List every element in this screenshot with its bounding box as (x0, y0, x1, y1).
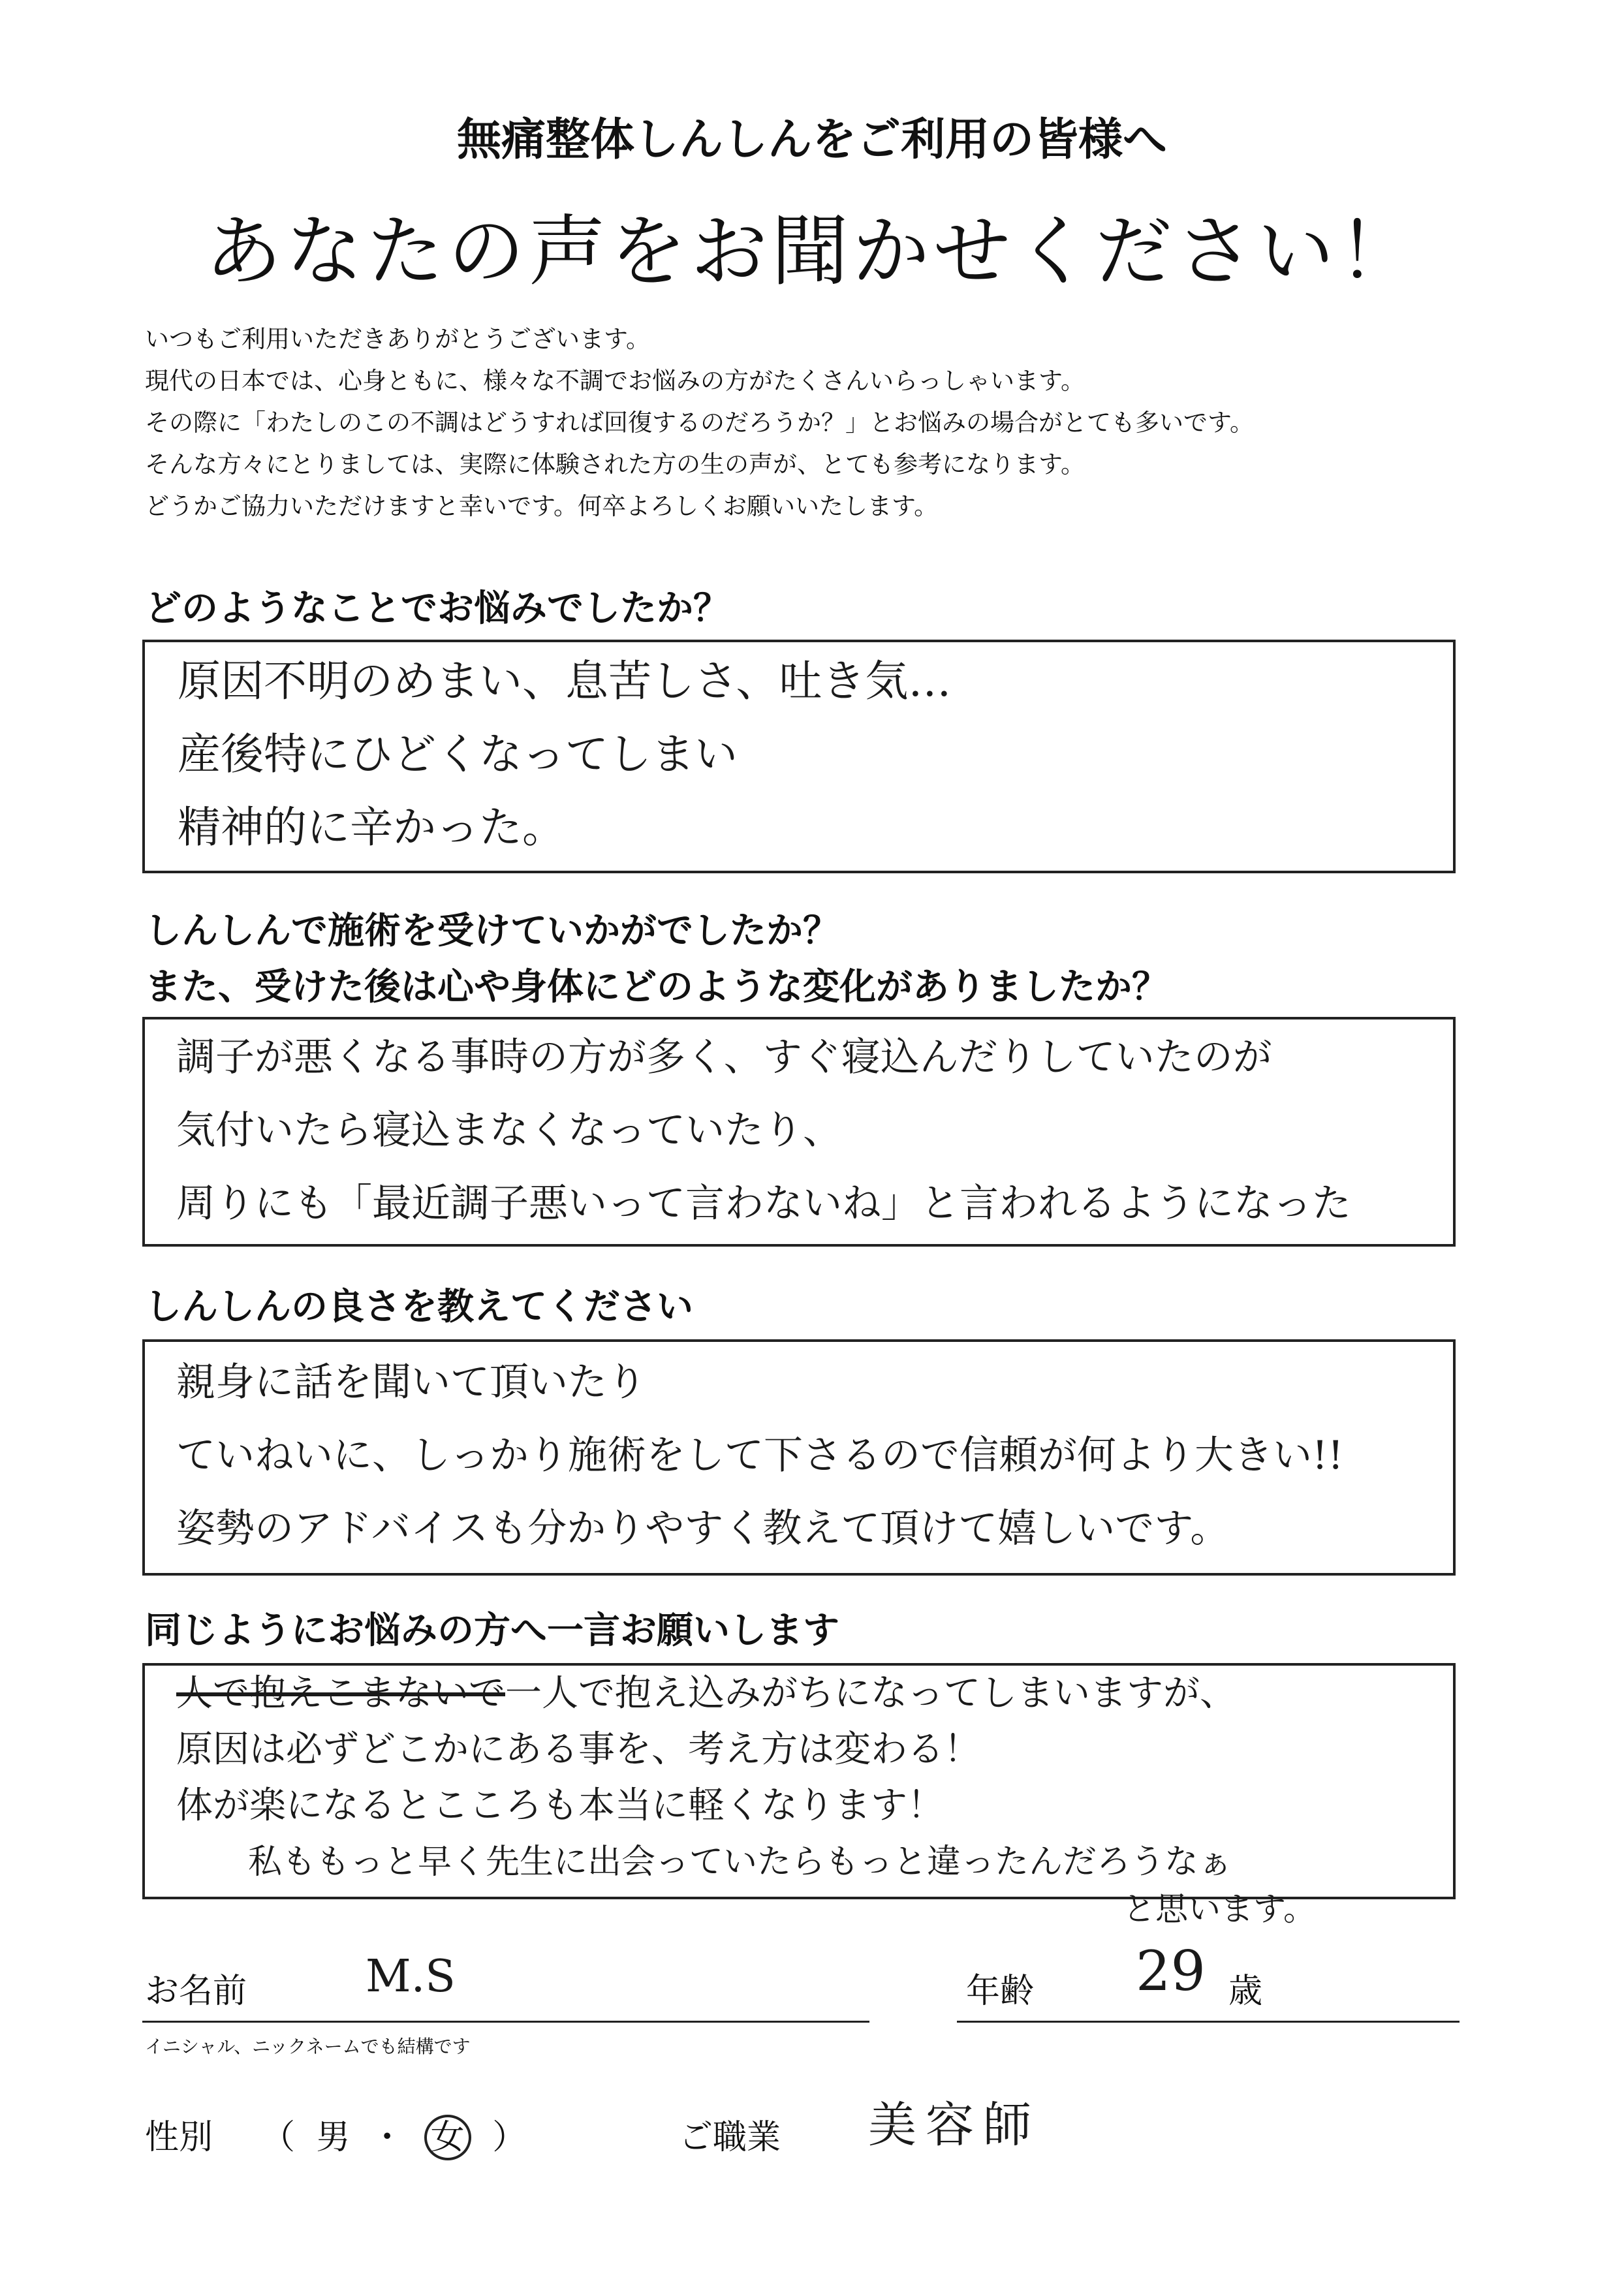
answer-1-text (178, 645, 951, 864)
gender-label: 性別 (145, 2118, 213, 2157)
answer-box-4 (142, 1663, 1456, 1899)
intro-text (145, 319, 1254, 527)
answer-2-text (176, 1021, 1351, 1240)
age-unit: 歳 (1228, 1972, 1263, 2011)
handwritten-line: 親身に話を聞いて頂いたり (176, 1360, 646, 1405)
question-2-line-2: また、受けた後は心や身体にどのような変化がありましたか？ (145, 966, 1168, 1008)
question-2-line-1: しんしんで施術を受けていかがでしたか？ (145, 910, 839, 952)
answer-3-text (176, 1346, 1343, 1565)
answer-box-3 (142, 1339, 1456, 1576)
age-underline (957, 2021, 1460, 2023)
name-value: M.S (366, 1951, 456, 2002)
handwritten-line: 産後特にひどくなってしまい (178, 729, 738, 779)
job-label: ご職業 (679, 2118, 781, 2157)
struck-out-text: 人で抱えこまないで (176, 1672, 505, 1715)
gender-option-female-circled: 女 (424, 2115, 471, 2160)
handwritten-line: ていねいに、しっかり施術をして下さるので信頼が何より大きい!! (176, 1433, 1344, 1478)
handwritten-line: 気付いたら寝込まなくなっていたり、 (176, 1108, 842, 1153)
name-underline (142, 2021, 869, 2023)
gender-options (261, 2109, 526, 2160)
handwritten-line: 私ももっと早く先生に出会っていたらもっと違ったんだろうなぁ (248, 1843, 1233, 1882)
gender-separator: ・ (370, 2118, 405, 2157)
form-subtitle: 無痛整体しんしんをご利用の皆様へ (456, 114, 1167, 166)
age-label: 年齢 (966, 1972, 1035, 2011)
intro-line: そんな方々にとりましては、実際に体験された方の生の声が、とても参考になります。 (145, 450, 1085, 478)
question-3: しんしんの良さを教えてください (145, 1286, 693, 1328)
intro-line: いつもご利用いただきありがとうございます。 (145, 325, 651, 353)
intro-line: 現代の日本では、心身ともに、様々な不調でお悩みの方がたくさんいらっしゃいます。 (145, 367, 1085, 395)
gender-paren-open: （ (261, 2118, 296, 2157)
intro-line: どうかご協力いただけますと幸いです。何卒よろしくお願いいたします。 (145, 492, 939, 520)
handwritten-line: 周りにも「最近調子悪いって言わないね」と言われるようになった (176, 1181, 1351, 1226)
job-value: 美容師 (868, 2097, 1040, 2153)
handwritten-line: 体が楽になるとこころも本当に軽くなります！ (176, 1784, 944, 1827)
handwritten-line: 姿勢のアドバイスも分かりやすく教えて頂けて嬉しいです。 (176, 1506, 1230, 1551)
age-value: 29 (1136, 1939, 1206, 2003)
handwritten-overflow-line: と思います。 (1123, 1890, 1316, 1928)
question-1: どのようなことでお悩みでしたか？ (145, 587, 730, 630)
handwritten-line (176, 1666, 1236, 1722)
answer-4-text (176, 1666, 1236, 1890)
question-4: 同じようにお悩みの方へ一言お願いします (145, 1610, 839, 1652)
answer-box-2 (142, 1017, 1456, 1247)
gender-paren-close: ） (492, 2118, 527, 2157)
name-label: お名前 (145, 1972, 247, 2011)
handwritten-line: 精神的に辛かった。 (178, 802, 565, 852)
answer-box-1 (142, 640, 1456, 873)
handwritten-line: 原因は必ずどこかにある事を、考え方は変わる！ (176, 1728, 980, 1771)
intro-line: その際に「わたしのこの不調はどうすれば回復するのだろうか？」とお悩みの場合がとても多いです。 (145, 409, 1255, 437)
handwritten-fragment: 一人で抱え込みがちになってしまいますが、 (505, 1672, 1236, 1715)
handwritten-line: 原因不明のめまい、息苦しさ、吐き気… (178, 656, 952, 706)
name-note: イニシャル、ニックネームでも結構です (145, 2036, 471, 2057)
gender-option-male: 男 (316, 2118, 351, 2157)
handwritten-line: 調子が悪くなる事時の方が多く、すぐ寝込んだりしていたのが (176, 1035, 1272, 1080)
form-title: あなたの声をお聞かせください！ (204, 206, 1419, 296)
